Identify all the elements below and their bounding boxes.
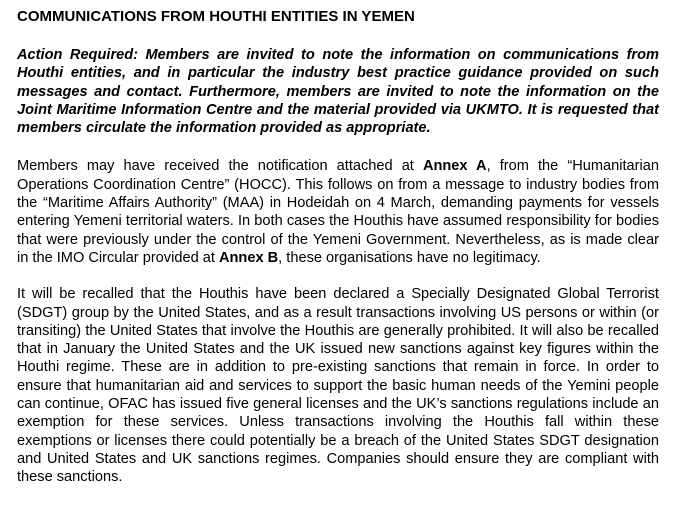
paragraph-notification-text-2: , from the “Humanitarian Operations Coordination Centre” (HOCC). This follows on from a message to industry bodies from the “Maritime Affairs Authority” (MAA) in Hodeidah on 4 March, demanding payments for vessels entering Yemeni territorial waters. In both cases the Houthis have assumed responsibility for bodies that were previously under the control of the Yemeni Government. Nevertheless, as is made clear in the IMO Circular provided at xyxy=(17,158,659,266)
annex-b-reference: Annex B xyxy=(218,249,279,266)
annex-a-reference: Annex A xyxy=(422,158,487,175)
paragraph-notification-text-1: Members may have received the notification attached at xyxy=(17,158,423,175)
action-required-paragraph: Action Required: Members are invited to note the information on communications from Houthi entities, and in particular the industry best practice guidance provided on such messages and contact. Furthermore, members are invited to note the information on the Joint Maritime Information Centre and the material provided via UKMTO. It is requested that members circulate the information provided as appropriate. xyxy=(17,47,659,137)
paragraph-notification-text-3: , these organisations have no legitimacy. xyxy=(278,249,541,266)
document-page xyxy=(17,8,659,505)
document-heading: COMMUNICATIONS FROM HOUTHI ENTITIES IN YEMEN xyxy=(17,8,415,25)
paragraph-notification xyxy=(17,157,659,267)
paragraph-sanctions: It will be recalled that the Houthis have been declared a Specially Designated Global Terrorist (SDGT) group by the United States, and as a result transactions involving US persons or within (or transiting) the United States that involve the Houthis are generally prohibited. It will also be recalled that in January the United States and the UK issued new sanctions against key figures within the Houthi regime. These are in addition to pre-existing sanctions that remain in force. In order to ensure that humanitarian aid and services to support the basic human needs of the Yemini people can continue, OFAC has issued five general licenses and the UK’s sanctions regulations include an exemption for these services. Unless transactions involving the Houthis fall within these exemptions or licenses there could potentially be a breach of the United States SDGT designation and United States and UK sanctions regimes. Companies should ensure they are compliant with these sanctions. xyxy=(17,286,659,486)
